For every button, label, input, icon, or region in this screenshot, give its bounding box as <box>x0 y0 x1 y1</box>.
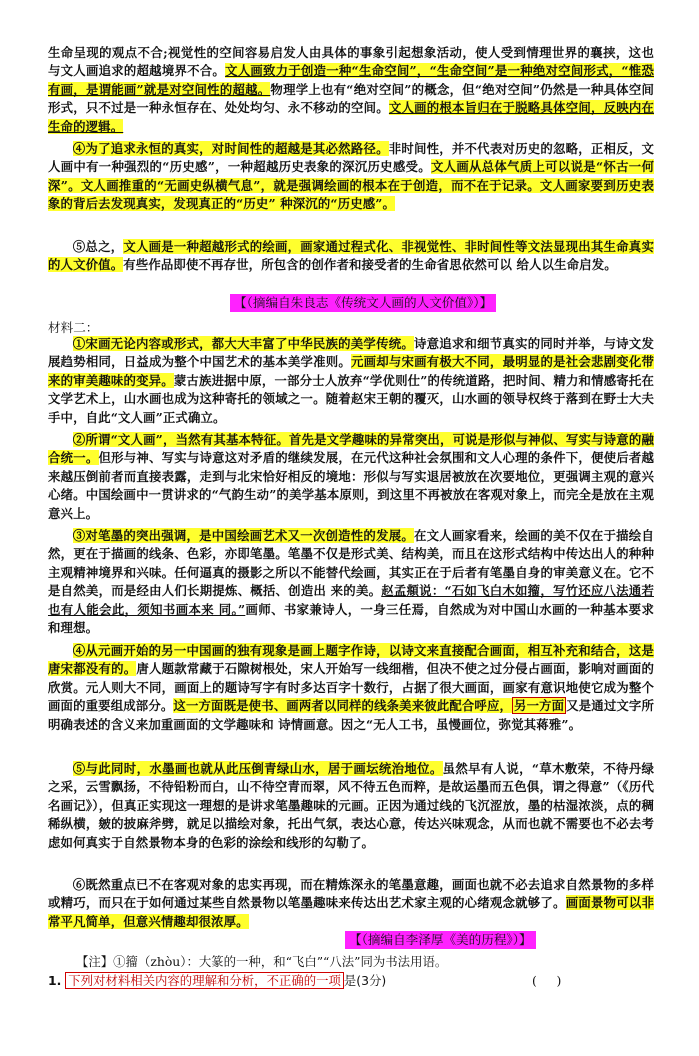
p4-highlight-1: ④为了追求永恒的真实，对时间性的超越是其必然路径。 <box>72 141 389 156</box>
source-citation-1: 【（摘编自朱良志《传统文人画的人文价值》）】 <box>230 294 496 312</box>
m2-p4-text-1: 唐人题款常藏于石隙树根处，宋人开始写一线细楷，但决不使之过分侵占画面，影响对画面的欣赏。元人则大不同，画面上的题诗写字有时多达百字十数行，占据了很大画面，画家有意识地使它成为整个画面的重要组成部分。 <box>48 661 654 714</box>
m2-p3-text-1: 在文人画家看来，绘画的美不仅在于描绘自然，更在于描画的线条、色彩，亦即笔墨。笔墨不仅是形式美、结构美，而且在这形式结构中传达出人的种种主观精神境界和兴味。任何逼真的摄影之所以不能替代绘画，其实正在于后者有笔墨自身的审美意义在。它不是自然美，而是经由人们长期提炼、概括、创造出 来的美。 <box>48 528 654 599</box>
m2-p4-text-2: 又是通过文字所明确表述的含义来加重画面的文学趣味和 诗情画意。因之“无人工书，虽慢画位，弥觉其蒋雅”。 <box>48 698 654 732</box>
passage1-intro-paragraph <box>48 44 654 136</box>
passage2-paragraph-1 <box>48 335 654 427</box>
intro-text-2: 物理学上也有“绝对空间”的概念，但“绝对空间”仍然是一种具体空间形式，只不过是一种永恒存在、处处均匀、永不移动的空间。 <box>48 81 655 116</box>
source-citation-2: 【（摘编自李泽厚《美的历程》）】 <box>345 931 536 949</box>
m2-p6-text: ⑥既然重点已不在客观对象的忠实再现，而在精炼深永的笔墨意趣，画面也就不必去追求自然景物的多样或精巧，而只在于如何通过某些自然景物以笔墨趣味来传达出艺术家主观的心绪观念就够了。 <box>48 877 654 911</box>
passage2-paragraph-6 <box>48 876 654 931</box>
m2-p3-highlight: ③对笔墨的突出强调，是中国绘画艺术又一次创造性的发展。 <box>72 528 414 543</box>
m2-p1-text-1: 诗意追求和细节真实的同时并举，与诗文发展趋势相同，日益成为整个中国艺术的基本美学准则。 <box>48 336 654 370</box>
m2-p5-text: 虽然早有人说，“草木敷荣，不待丹绿之采，云雪飘扬，不待铅粉而白，山不待空青而翠，风不待五色而粹，是故运墨而五色俱，谓之得意”（《历代名画记》），但真正实现这一理想的是讲求笔墨趣味的元画。正因为通过线的飞沉涩放，墨的枯湿浓淡，点的稠稀纵横，皴的披麻斧劈，就足以描绘对象，托出气氛，表达心意，传达兴味观念，从而也就不需要也不必去考虑如何真实于自然景物本身的色彩的涂绘和线形的勾勒了。 <box>48 761 654 850</box>
passage2-paragraph-5 <box>48 760 654 852</box>
m2-p5-highlight: ⑤与此同时，水墨画也就从此压倒青绿山水，居于画坛统治地位。 <box>72 761 443 776</box>
m2-p1-highlight: ①宋画无论内容或形式，都大大丰富了中华民族的美学传统。 <box>72 336 414 351</box>
question-1 <box>48 972 386 990</box>
m2-p1-text-2: 蒙古族进据中原，一部分士人放弃“学优则仕”的传统道路，把时间、精力和情感寄托在文学艺术上，山水画也成为这种寄托的领域之一。随着赵宋王朝的覆灭，山水画的领导权终于落到在野士大夫手中，自此“文人画”正式确立。 <box>48 372 655 425</box>
p5-highlight: 文人画是一种超越形式的绘画，画家通过程式化、非视觉性、非时间性等文法显现出其生命真实的人文价值。 <box>48 239 654 273</box>
m2-p4-highlight: ④从元画开始的另一中国画的独有现象是画上题字作诗，以诗文来直接配合画面，相互补充和结合，这是唐宋都没有的。 <box>48 643 654 677</box>
m2-p6-highlight: 画面景物可以非常平凡简单，但意兴情趣却很浓厚。 <box>48 895 654 929</box>
p5-text: 有些作品即使不再存世，所包含的创作者和接受者的生命省思依然可以 给人以生命启发。 <box>123 257 617 273</box>
p4-highlight-2: 文人画从总体气质上可以说是“怀古一何深”。文人画推重的“无画史纵横气息”，就是强调绘画的根本在于创造，而不在于记录。文人画家要到历史表象的背后去发现真实，发现真正的“历史” 种深沉的“历史感”。 <box>48 159 655 212</box>
question-stem-boxed: 下列对材料相关内容的理解和分析，不正确的一项 <box>65 972 344 989</box>
m2-p3-quote: 赵孟頫说：“石如飞白木如籀，写竹还应八法通若也有人能会此，须知书画本来 同。” <box>48 583 654 617</box>
passage2-paragraph-2 <box>48 431 654 523</box>
m2-p4-boxed-phrase: 另一方面 <box>514 698 565 714</box>
question-number: 1. <box>48 973 62 988</box>
m2-p2-text: 但形与神、写实与诗意这对矛盾的继续发展，在元代这种社会氛围和文人心理的条件下，便使后者越来越压倒前者而直接表露，走到与北宋恰好相反的境地：形似与写实退居被放在次要地位，更强调主观的意兴心绪。中国绘画中一贯讲求的“气韵生动”的美学基本原则，到这里不再被放在客观对象上，而完全是放在主观意兴上。 <box>48 450 654 521</box>
intro-highlight-2: 文人画的根本旨归在于脱略具体空间，反映内在生命的逻辑。 <box>48 100 654 134</box>
intro-text-1: 生命呈现的观点不合;视觉性的空间容易启发人由具体的事象引起想象活动，使人受到情理世界的襄挟，这也与文人画追求的超越境界不合。 <box>48 45 654 79</box>
passage2-paragraph-4 <box>48 642 654 734</box>
p5-lead: ⑤总之， <box>72 239 124 254</box>
passage1-paragraph-5 <box>48 238 654 275</box>
m2-p1-highlight-2: 元画却与宋画有极大不同，最明显的是社会悲剧变化带来的审美趣味的变异。 <box>48 354 654 388</box>
m2-p3-text-2: 画师、书家兼诗人，一身三任焉，自然成为对中国山水画的一种基本要求和理想。 <box>48 601 654 636</box>
passage1-paragraph-4 <box>48 140 654 214</box>
intro-highlight-1: 文人画致力于创造一种“生命空间”，“生命空间”是一种绝对空间形式，“惟恐有画，是谓能画”就是对空间性的超越。 <box>48 63 654 97</box>
question-score: 是(3分) <box>343 973 387 988</box>
p4-text: 非时间性，并不代表对历史的忽略，正相反，文人画中有一种强烈的“历史感”，一种超越历史表象的深沉历史感受。 <box>48 141 654 175</box>
material-2-label: 材料二： <box>48 320 99 335</box>
answer-blank[interactable]: ( ) <box>532 973 562 988</box>
m2-p4-highlight-2: 这一方面既是使书、画两者以同样的线条美来彼此配合呼应， <box>173 698 513 714</box>
passage2-paragraph-3 <box>48 527 654 637</box>
m2-p2-highlight: ②所谓“文人画”，当然有其基本特征。首先是文学趣味的异常突出，可说是形似与神似、写实与诗意的融合统一。 <box>48 432 654 466</box>
footnote: 【注】①籀（zhòu）：大篆的一种，和“飞白”“八法”同为书法用语。 <box>76 954 448 969</box>
